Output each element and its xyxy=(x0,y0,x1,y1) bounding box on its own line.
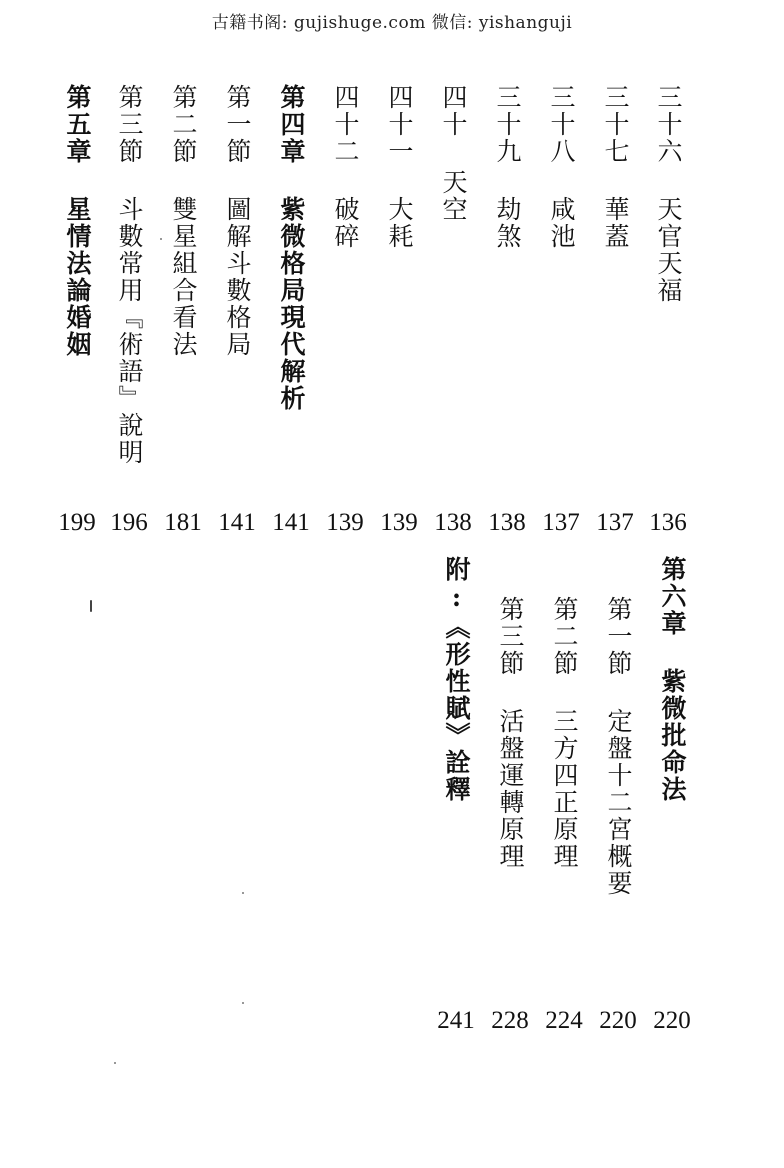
toc-entry xyxy=(598,556,638,1036)
toc-entry xyxy=(325,84,365,538)
toc-entry-page: 199 xyxy=(58,509,96,536)
toc-entry xyxy=(487,84,527,538)
toc-entry-title: 三十九 劫煞 xyxy=(493,84,522,250)
toc-entry-page: 241 xyxy=(437,1007,475,1034)
toc-appendix xyxy=(436,556,476,1036)
toc-entry-title: 第二節 三方四正原理 xyxy=(550,596,579,870)
toc-chapter xyxy=(57,84,97,538)
watermark: 古籍书阁: gujishuge.com 微信: yishanguji xyxy=(211,13,573,33)
scan-speck xyxy=(160,238,162,240)
toc-entry-page: 139 xyxy=(380,509,418,536)
toc-chapter xyxy=(271,84,311,538)
toc-entry-page: 224 xyxy=(545,1007,583,1034)
toc-chapter xyxy=(652,556,692,1036)
scan-speck xyxy=(114,1062,116,1064)
toc-entry-page: 138 xyxy=(488,509,526,536)
toc-entry-page: 141 xyxy=(272,509,310,536)
toc-entry-title: 第二節 雙星組合看法 xyxy=(169,84,198,358)
toc-entry-title: 第三節 斗數常用『術語』說明 xyxy=(115,84,144,466)
toc-entry xyxy=(541,84,581,538)
toc-entry-title: 四十一 大耗 xyxy=(385,84,414,250)
toc-entry-title: 四十二 破碎 xyxy=(331,84,360,250)
toc-entry-page: 139 xyxy=(326,509,364,536)
toc-entry xyxy=(109,84,149,538)
toc-entry-title: 第一節 圖解斗數格局 xyxy=(223,84,252,358)
toc-chapter-title: 附:《形性賦》詮釋 xyxy=(442,556,471,803)
toc-entry-page: 220 xyxy=(653,1007,691,1034)
toc-entry-page: 137 xyxy=(542,509,580,536)
toc-entry-page: 141 xyxy=(218,509,256,536)
scan-speck xyxy=(242,892,244,894)
toc-entry xyxy=(595,84,635,538)
toc-entry-page: 136 xyxy=(649,509,687,536)
toc-entry-title: 第一節 定盤十二宮概要 xyxy=(604,596,633,897)
toc-entry-page: 196 xyxy=(110,509,148,536)
toc-entry xyxy=(433,84,473,538)
toc-entry-page: 220 xyxy=(599,1007,637,1034)
toc-chapter-title: 第六章 紫微批命法 xyxy=(658,556,687,803)
toc-entry xyxy=(544,556,584,1036)
toc-entry-page: 228 xyxy=(491,1007,529,1034)
toc-chapter-title: 第五章 星情法論婚姻 xyxy=(63,84,92,358)
toc-entry xyxy=(648,84,688,538)
toc-entry-title: 四十 天空 xyxy=(439,84,468,223)
toc-entry-page: 181 xyxy=(164,509,202,536)
scan-mark xyxy=(90,600,92,612)
toc-entry xyxy=(490,556,530,1036)
toc-entry-title: 三十六 天官天福 xyxy=(654,84,683,304)
toc-entry xyxy=(379,84,419,538)
toc-entry-page: 138 xyxy=(434,509,472,536)
toc-entry xyxy=(217,84,257,538)
toc-chapter-title: 第四章 紫微格局現代解析 xyxy=(277,84,306,412)
scan-speck xyxy=(242,1002,244,1004)
toc-entry xyxy=(163,84,203,538)
toc-entry-title: 第三節 活盤運轉原理 xyxy=(496,596,525,870)
toc-entry-title: 三十八 咸池 xyxy=(547,84,576,250)
toc-entry-page: 137 xyxy=(596,509,634,536)
toc-entry-title: 三十七 華蓋 xyxy=(601,84,630,250)
